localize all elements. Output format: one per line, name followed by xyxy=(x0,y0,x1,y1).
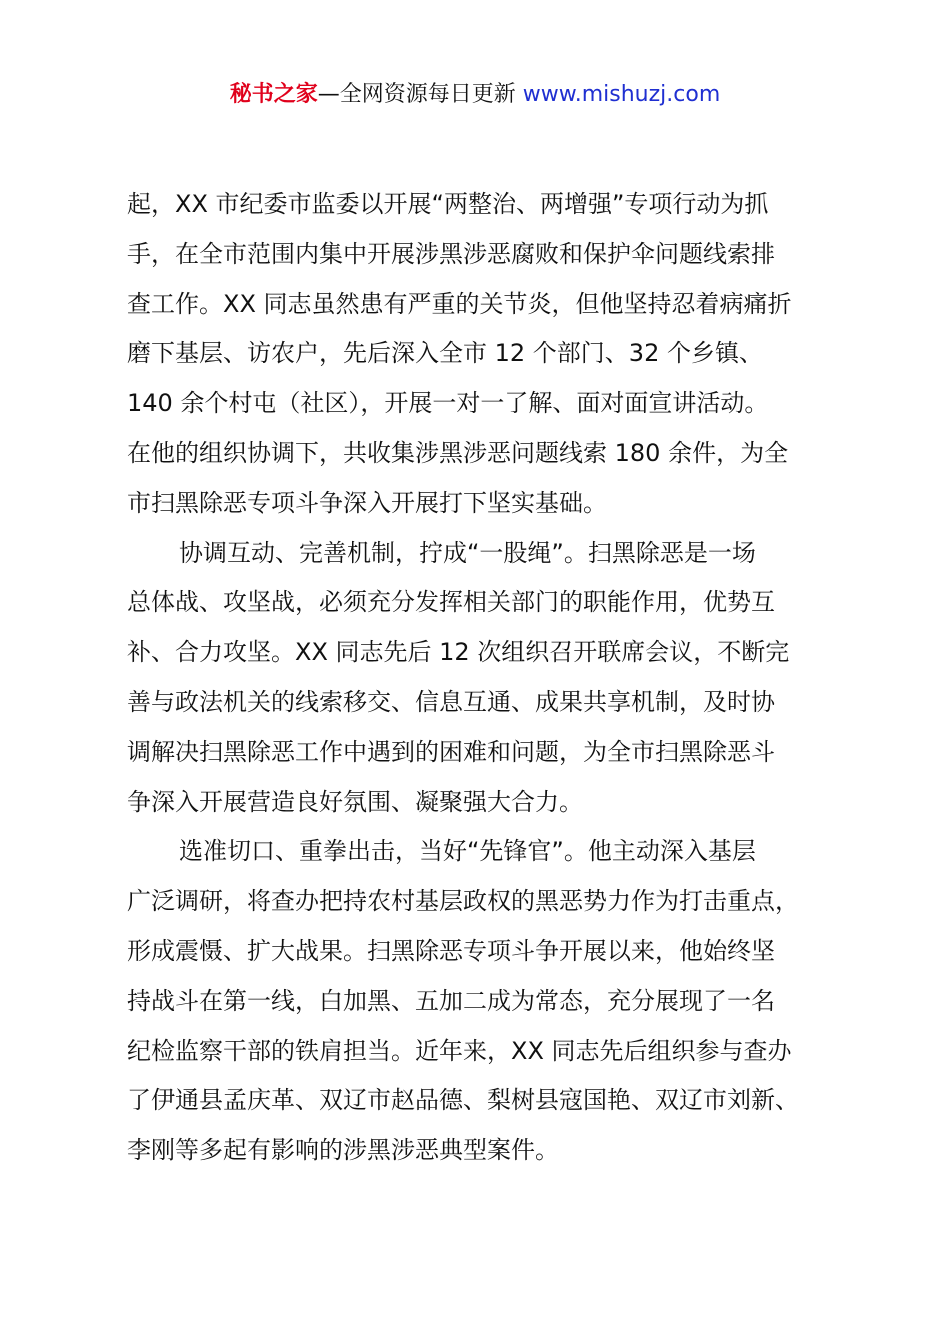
text-line: 查工作。XX 同志虽然患有严重的关节炎，但他坚持忍着病痛折 xyxy=(127,289,792,318)
text-line: 在他的组织协调下，共收集涉黑涉恶问题线索 180 余件，为全 xyxy=(127,438,789,467)
document-body xyxy=(127,180,837,1176)
text-line: 总体战、攻坚战，必须充分发挥相关部门的职能作用，优势互 xyxy=(127,588,775,617)
paragraph-first-line: 协调互动、完善机制，拧成“一股绳”。扫黑除恶是一场 xyxy=(179,538,756,567)
text-line: 持战斗在第一线，白加黑、五加二成为常态，充分展现了一名 xyxy=(127,986,775,1015)
text-line: 起，XX 市纪委市监委以开展“两整治、两增强”专项行动为抓 xyxy=(127,190,769,218)
text-line: 磨下基层、访农户，先后深入全市 12 个部门、32 个乡镇、 xyxy=(127,339,763,368)
text-line: 李刚等多起有影响的涉黑涉恶典型案件。 xyxy=(127,1136,559,1165)
paragraph-first-line: 选准切口、重拳出击，当好“先锋官”。他主动深入基层 xyxy=(179,837,756,866)
text-line: 广泛调研，将查办把持农村基层政权的黑恶势力作为打击重点， xyxy=(127,887,799,916)
text-line: 善与政法机关的线索移交、信息互通、成果共享机制，及时协 xyxy=(127,687,775,716)
text-line: 纪检监察干部的铁肩担当。近年来，XX 同志先后组织参与查办 xyxy=(127,1036,792,1065)
text-line: 调解决扫黑除恶工作中遇到的困难和问题，为全市扫黑除恶斗 xyxy=(127,737,775,766)
brand-name: 秘书之家 xyxy=(229,82,318,107)
text-line: 140 余个村屯（社区），开展一对一了解、面对面宣讲活动。 xyxy=(127,389,769,418)
text-line: 了伊通县孟庆革、双辽市赵品德、梨树县寇国艳、双辽市刘新、 xyxy=(127,1086,799,1115)
text-line: 补、合力攻坚。XX 同志先后 12 次组织召开联席会议，不断完 xyxy=(127,638,790,667)
text-line: 形成震慑、扩大战果。扫黑除恶专项斗争开展以来，他始终坚 xyxy=(127,936,775,965)
text-line: 争深入开展营造良好氛围、凝聚强大合力。 xyxy=(127,787,583,816)
header-tagline: —全网资源每日更新 xyxy=(317,82,523,107)
text-line: 手，在全市范围内集中开展涉黑涉恶腐败和保护伞问题线索排 xyxy=(127,239,775,268)
site-header xyxy=(0,80,950,110)
site-url-link[interactable]: www.mishuzj.com xyxy=(522,82,721,107)
text-line: 市扫黑除恶专项斗争深入开展打下坚实基础。 xyxy=(127,488,607,517)
